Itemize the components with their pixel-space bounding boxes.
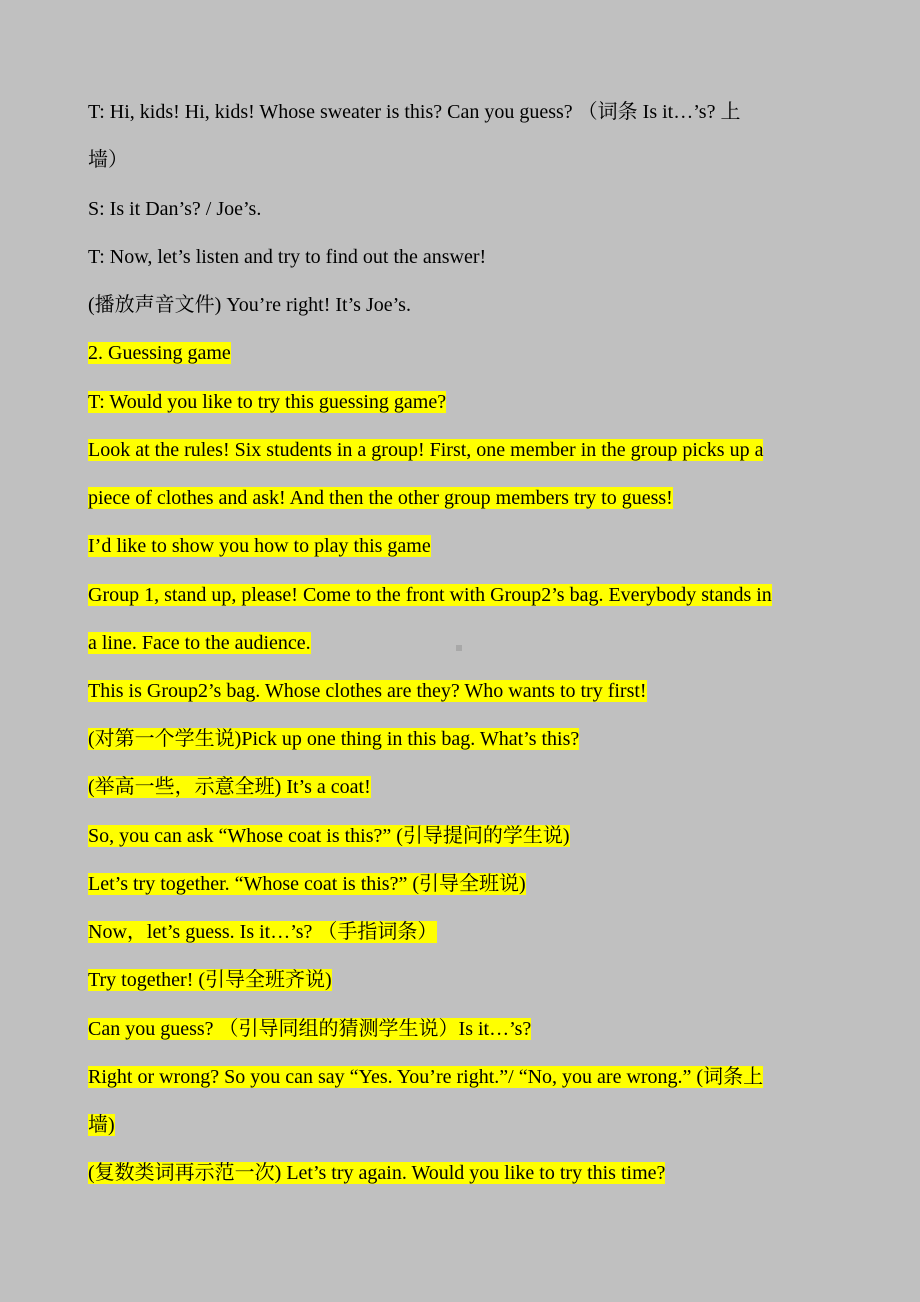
line-text: I’d like to show you how to play this game bbox=[88, 535, 431, 557]
highlighted-line bbox=[88, 479, 673, 517]
line-text: Right or wrong? So you can say “Yes. You’re right.”/ “No, you are wrong.” (词条上 bbox=[88, 1066, 764, 1088]
highlighted-line bbox=[88, 1154, 665, 1192]
highlighted-line bbox=[88, 431, 763, 469]
highlighted-line bbox=[88, 1058, 763, 1096]
line-text: (对第一个学生说)Pick up one thing in this bag. What’s this? bbox=[88, 728, 580, 750]
highlighted-line bbox=[88, 576, 772, 614]
line-text: 2. Guessing game bbox=[88, 342, 231, 364]
line-text: piece of clothes and ask! And then the other group members try to guess! bbox=[88, 487, 673, 509]
highlighted-line bbox=[88, 961, 332, 999]
dialogue-line-continuation bbox=[88, 141, 128, 179]
highlighted-line bbox=[88, 383, 446, 421]
line-text: Let’s try together. “Whose coat is this?” (引导全班说) bbox=[88, 873, 526, 895]
highlighted-line bbox=[88, 913, 437, 951]
line-text: (举高一些，示意全班) It’s a coat! bbox=[88, 776, 371, 798]
line-text: Now，let’s guess. Is it…’s? （手指词条） bbox=[88, 921, 438, 943]
page-marker bbox=[456, 645, 462, 651]
highlighted-line bbox=[88, 817, 570, 855]
line-text: 墙) bbox=[88, 1114, 115, 1136]
highlighted-line bbox=[88, 527, 431, 565]
highlighted-line bbox=[88, 1106, 115, 1144]
dialogue-line-play-audio bbox=[88, 286, 411, 324]
line-text: Look at the rules! Six students in a group! First, one member in the group picks up a bbox=[88, 439, 764, 461]
line-text: a line. Face to the audience. bbox=[88, 632, 311, 654]
line-text: (播放声音文件) You’re right! It’s Joe’s. bbox=[88, 294, 411, 316]
line-text: Try together! (引导全班齐说) bbox=[88, 969, 332, 991]
highlighted-line bbox=[88, 865, 526, 903]
line-text: 墙） bbox=[88, 149, 128, 171]
highlighted-line bbox=[88, 720, 579, 758]
line-text: Can you guess? （引导同组的猜测学生说）Is it…’s? bbox=[88, 1018, 532, 1040]
highlighted-line bbox=[88, 624, 311, 662]
line-text: (复数类词再示范一次) Let’s try again. Would you like to try this time? bbox=[88, 1162, 666, 1184]
line-text: S: Is it Dan’s? / Joe’s. bbox=[88, 198, 262, 220]
section-heading-guessing-game bbox=[88, 334, 231, 372]
highlighted-line bbox=[88, 672, 647, 710]
line-text: Group 1, stand up, please! Come to the front with Group2’s bag. Everybody stands in bbox=[88, 584, 772, 606]
dialogue-line-teacher-greeting bbox=[88, 93, 740, 131]
line-text: T: Now, let’s listen and try to find out the answer! bbox=[88, 246, 487, 268]
highlighted-line bbox=[88, 1010, 531, 1048]
dialogue-line-teacher-listen bbox=[88, 238, 486, 276]
line-text: This is Group2’s bag. Whose clothes are they? Who wants to try first! bbox=[88, 680, 647, 702]
line-text: T: Hi, kids! Hi, kids! Whose sweater is this? Can you guess? （词条 Is it…’s? 上 bbox=[88, 101, 741, 123]
highlighted-line bbox=[88, 768, 371, 806]
line-text: So, you can ask “Whose coat is this?” (引导提问的学生说) bbox=[88, 825, 570, 847]
line-text: T: Would you like to try this guessing game? bbox=[88, 391, 447, 413]
dialogue-line-student-answer bbox=[88, 190, 261, 228]
